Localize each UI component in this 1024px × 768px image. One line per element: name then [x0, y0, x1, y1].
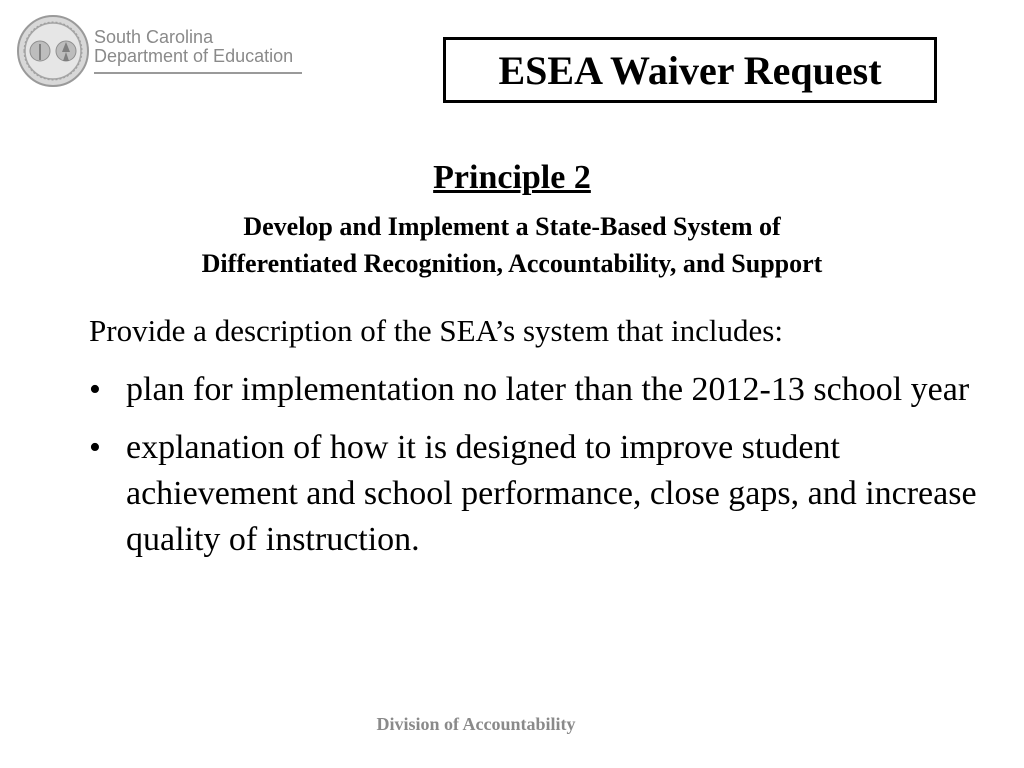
bullet-item	[89, 425, 979, 563]
bullet-list	[89, 367, 979, 575]
intro-text: Provide a description of the SEA’s system that includes:	[89, 313, 783, 348]
logo-line-2: Department of Education	[94, 46, 294, 66]
sc-department-logo	[16, 14, 316, 88]
header-title-box	[443, 37, 937, 103]
bullet-icon: •	[89, 429, 101, 466]
header-title: ESEA Waiver Request	[498, 47, 882, 93]
logo-text	[94, 28, 293, 66]
logo-line-1: South Carolina	[94, 27, 214, 47]
principle-heading: Principle 2	[433, 159, 591, 196]
footer-division: Division of Accountability	[376, 714, 576, 734]
bullet-text: plan for implementation no later than the 2012-13 school year	[126, 371, 970, 408]
principle-subtitle-line-1: Develop and Implement a State-Based System of	[243, 212, 781, 241]
principle-subtitle-line-2: Differentiated Recognition, Accountability, and Support	[201, 249, 823, 278]
principle-subtitle	[60, 208, 964, 282]
bullet-item	[89, 367, 979, 413]
bullet-icon: •	[89, 371, 101, 408]
bullet-text: explanation of how it is designed to improve student achievement and school performance, close gaps, and increase quality of instruction.	[126, 429, 977, 558]
state-seal-icon	[16, 14, 90, 88]
logo-underline	[94, 72, 302, 74]
